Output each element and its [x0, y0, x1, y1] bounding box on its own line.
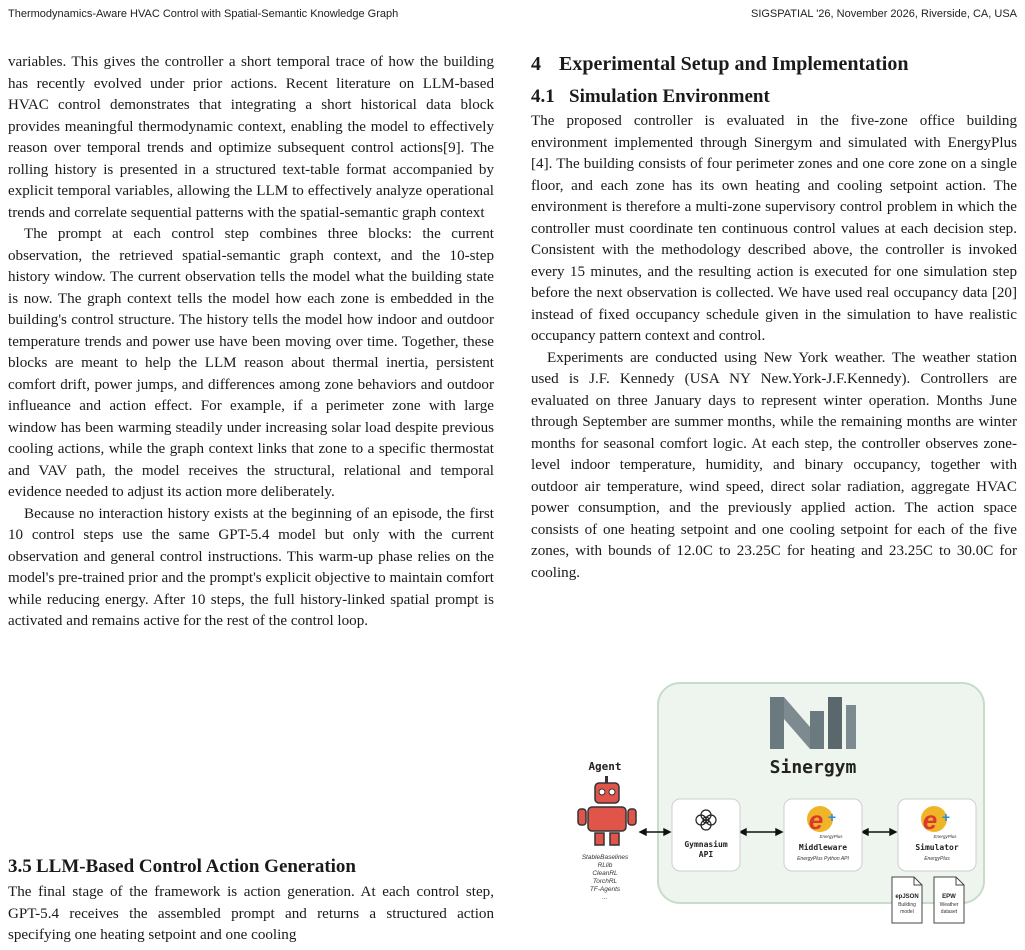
header-paper-title: Thermodynamics-Aware HVAC Control with Spatial-Semantic Knowledge Graph	[8, 8, 399, 20]
epjson-label: epJSON	[895, 894, 919, 900]
api-label: API	[698, 850, 714, 859]
epw-sublabel: Weather	[939, 902, 959, 908]
simulator-label: Simulator	[915, 843, 959, 852]
epjson-sublabel: model	[900, 909, 914, 915]
sinergym-architecture-figure	[548, 645, 1018, 945]
paragraph: Experiments are conducted using New York weather. The weather station used is J.F. Kennedy (USA NY New.York-J.F.Kennedy). Controllers are evaluated on three January days to represent winter operation. Months June through September are summer months, while the remaining months are winter months for seasonal comfort logic. At each step, the controller observes zone-level indoor temperature, humidity, and binary occupancy, together with outdoor air temperature, wind speed, direct solar radiation, aggregate HVAC power consumption, and the previously applied action. The action space consists of one heating setpoint and one cooling setpoint for each of the five zones, with bounds of 12.0C to 23.25C for heating and 23.25C to 30.0C for cooling.	[531, 349, 1017, 581]
simulator-sublabel: EnergyPlus	[924, 856, 950, 862]
section-title: LLM-Based Control Action Generation	[36, 856, 357, 877]
header-venue: SIGSPATIAL '26, November 2026, Riverside, CA, USA	[750, 8, 1017, 20]
agent-lib: ...	[602, 894, 608, 901]
left-column	[8, 52, 494, 633]
epjson-document-icon	[892, 877, 922, 923]
paragraph: The proposed controller is evaluated in the five-zone office building environment implemented through Sinergym and simulated with EnergyPlus [4]. The building consists of four perimeter zones and one core zone on a single floor, and each zone has its own heating and cooling setpoint action. The environment is therefore a multi-zone supervisory control problem in which the controller must coordinate ten continuous control values at each decision step. Consistent with the methodology described above, the controller is invoked every 15 minutes, and the resulting action is executed for one simulation step before the next observation is collected. We have used real occupancy data [20] instead of fixed occupancy schedule given in the simulation to have realistic occupancy pattern context and control.	[531, 113, 1017, 344]
agent-lib: CleanRL	[592, 870, 618, 877]
agent-lib: TF-Agents	[589, 886, 621, 893]
paragraph: The prompt at each control step combines three blocks: the current observation, the retrieved spatial-semantic graph context, and the 10-step history window. The current observation tells the model what the building state is now. The graph context tells the model how each zone is embedded in the building's control structure. The history tells the model how indoor and outdoor temperature trends and power use have been moving over time. Together, these blocks are meant to help the LLM reason about thermal inertia, persistent comfort drift, power jumps, and differences among zone behaviors and outdoor influeance and action effect. For example, if a perimeter zone with large window has been warming steadily under increasing solar load despite previous cooling actions, while the graph context links that zone to a specific thermostat and VAV path, the model receives the structural, relational and temporal evidence needed to adjust its action more deliberately.	[8, 226, 494, 500]
section-heading-4	[531, 52, 1017, 76]
gymnasium-label: Gymnasium	[684, 840, 728, 849]
epw-label: EPW	[942, 894, 956, 900]
section-number: 3.5	[8, 856, 32, 877]
right-column	[531, 52, 1017, 584]
robot-icon	[578, 776, 636, 845]
running-header	[8, 8, 1017, 24]
epjson-sublabel: Building	[898, 902, 916, 908]
subsection-heading-4-1	[531, 86, 1017, 108]
svg-text:+: +	[827, 809, 837, 825]
epw-document-icon	[934, 877, 964, 923]
agent-lib: StableBaselines	[581, 854, 629, 861]
section-title: Experimental Setup and Implementation	[559, 53, 909, 75]
svg-text:+: +	[941, 809, 951, 825]
section-number: 4	[531, 53, 541, 75]
svg-text:e: e	[808, 805, 824, 835]
paragraph: The final stage of the framework is action generation. At each control step, GPT-5.4 receives the assembled prompt and returns a structured action specifying one heating setpoint and one cooling	[8, 884, 494, 943]
agent-lib: TorchRL	[592, 878, 618, 885]
sinergym-title: Sinergym	[769, 757, 857, 778]
energyplus-logo-text: EnergyPlus	[933, 834, 957, 839]
epw-sublabel: dataset	[940, 909, 958, 915]
middleware-sublabel: EnergyPlus Python API	[797, 856, 849, 862]
energyplus-logo-text: EnergyPlus	[819, 834, 843, 839]
subsection-title: Simulation Environment	[569, 86, 770, 107]
section-heading-3-5	[8, 856, 494, 878]
paragraph: Because no interaction history exists at the beginning of an episode, the first 10 control steps use the same GPT-5.4 model but only with the current observation and general control instructions. This warm-up phase relies on the model's pre-trained prior and the prompt's explicit objective to maintain comfort while reducing energy. After 10 steps, the full history-linked spatial prompt is activated and remains active for the rest of the control loop.	[8, 505, 494, 629]
middleware-label: Middleware	[798, 843, 848, 852]
paragraph: variables. This gives the controller a short temporal trace of how the building has recently evolved under prior actions. Recent literature on LLM-based HVAC control demonstrates that integrating a short historical data block provides meaningful thermodynamic context, enabling the model to effectively reason over temporal trends and optimize subsequent control actions[9]. The rolling history is presented in a structured text-table format accompanied by explicit temporal variables, allowing the LLM to effectively analyze operational trends and correlate sequential patterns with the spatial-semantic graph context	[8, 54, 494, 221]
agent-title: Agent	[588, 760, 622, 773]
svg-text:e: e	[922, 805, 938, 835]
architecture-diagram	[548, 645, 1018, 945]
agent-lib: RLlib	[597, 862, 613, 869]
subsection-number: 4.1	[531, 86, 555, 107]
